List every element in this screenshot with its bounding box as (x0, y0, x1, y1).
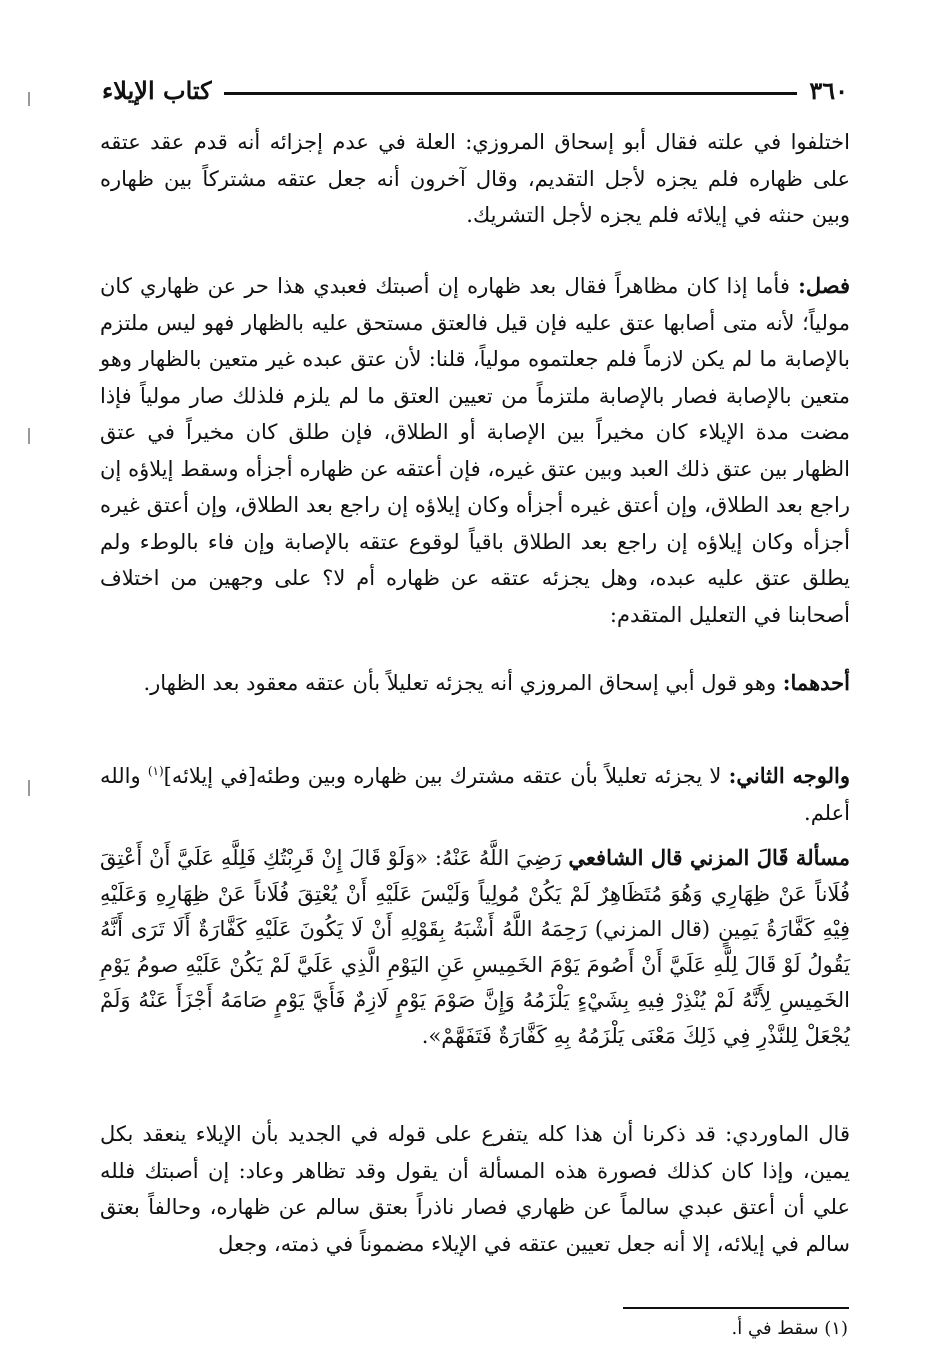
footnote (500, 1314, 848, 1344)
intro-text: اختلفوا في علته فقال أبو إسحاق المروزي: العلة في عدم إجزائه أنه قدم عقد عتقه على ظهاره فلم يجزه لأجل التقديم، وقال آخرون أنه جعل عتقه مشتركاً بين ظهاره وبين حنثه في إيلائه فلم يجزه لأجل التشريك. (100, 130, 850, 227)
paragraph-mawardi (100, 1116, 850, 1262)
first-view-text: وهو قول أبي إسحاق المروزي أنه يجزئه تعليلاً بأن عتقه معقود بعد الظهار. (143, 671, 777, 695)
scan-margin-mark (28, 780, 30, 796)
scan-margin-mark (28, 92, 30, 106)
masala-heading: مسألة قَالَ المزني قال الشافعي (568, 845, 850, 870)
header-rule (224, 92, 798, 95)
paragraph-first-view (100, 665, 850, 702)
second-view-text: لا يجزئه تعليلاً بأن عتقه مشترك بين ظهاره وبين وطئه[في إيلائه] (163, 764, 722, 788)
footnote-text: (١) سقط في أ. (731, 1318, 848, 1339)
paragraph-masala (100, 840, 850, 1054)
page-number: ٣٦٠ (809, 75, 848, 105)
second-view-tail: والله أعلم. (100, 764, 850, 825)
fasl-heading: فصل: (798, 273, 850, 298)
scan-margin-mark (28, 428, 30, 444)
mawardi-text: قال الماوردي: قد ذكرنا أن هذا كله يتفرع على قوله في الجديد بأن الإيلاء ينعقد بكل يمين، وإذا كان كذلك فصورة هذه المسألة أن يقول وقد تظاهر وعاد: إن أصبتك فلله علي أن أعتق عبدي سالماً عن ظهاري فصار ناذراً بعتق سالم عن ظهاره، وحالفاً بعتق سالم في إيلائه، إلا أنه جعل تعيين عتقه في الإيلاء مضموناً في ذمته، وجعل (100, 1122, 850, 1256)
masala-text: رَضِيَ اللَّهُ عَنْهُ: «وَلَوْ قَالَ إِنْ قَرِبْتُكِ فَلِلَّهِ عَلَيَّ أَنْ أَعْتِقَ فُلَاناً عَنْ ظِهَارِي وَهُوَ مُتَظَاهِرٌ لَمْ يَكُنْ مُولِياً وَلَيْسَ عَلَيْهِ أَنْ يُعْتِقَ فُلَاناً عَنْ ظِهَارِهِ وَعَلَيْهِ فِيْهِ كَفَّارَةُ يَمِينٍ (قال المزني) رَحِمَهُ اللَّهُ أَشْبَهُ بِقَوْلِهِ أَنْ لَا يَكُونَ عَلَيْهِ كَفَّارَةٌ أَلَا تَرَى أَنَّهُ يَقُولُ لَوْ قَالَ لِلَّهِ عَلَيَّ أَنْ أَصُومَ يَوْمَ الخَمِيسِ عَنِ اليَوْمِ الَّذِي عَلَيَّ لَمْ يَكُنْ عَلَيْهِ صومُ يَوْمِ الخَمِيسِ لِأَنَّهُ لَمْ يُنْذِرْ فِيهِ بِشَيْءٍ يَلْزَمُهُ وَإِنَّ صَوْمَ يَوْمٍ لَازِمٌ فَأَيَّ يَوْمٍ صَامَهُ أَجْزَأَ عَنْهُ وَلَمْ يُجْعَلْ لِلنَّذْرِ فِي ذَلِكَ مَعْنَى يَلْزَمُهُ بِهِ كَفَّارَةٌ فَتَفَهَّمْ». (100, 846, 850, 1048)
paragraph-intro (100, 124, 850, 234)
page-header (102, 72, 848, 108)
footnote-reference: (١) (147, 764, 164, 778)
paragraph-fasl (100, 268, 850, 633)
second-view-heading: والوجه الثاني: (728, 763, 850, 788)
footnote-separator (623, 1307, 849, 1309)
chapter-title: كتاب الإيلاء (102, 75, 212, 105)
fasl-text: فأما إذا كان مظاهراً فقال بعد ظهاره إن أصبتك فعبدي هذا حر عن ظهاري كان مولياً؛ لأنه متى أصابها عتق عليه فإن قيل فالعتق مستحق عليه بالظهار فهو ليس ملتزم بالإصابة ما لم يكن لازماً فلم جعلتموه مولياً، قلنا: لأن عتق عبده غير متعين بالظهار وهو متعين بالإصابة فصار بالإصابة ملتزماً من تعيين العتق ما لم يلزم فلذلك صار مولياً فإذا مضت مدة الإيلاء كان مخيراً بين الإصابة أو الطلاق، فإن طلق كان مخيراً في عتق الظهار بين عتق ذلك العبد وبين عتق غيره، فإن أعتقه عن ظهاره أجزأه وسقط إيلاؤه إن راجع بعد الطلاق، وإن أعتق غيره أجزأه وكان إيلاؤه إن راجع بعد الطلاق، وإن أعتق غيره أجزأه وكان إيلاؤه إن راجع بعد الطلاق باقياً لوقوع عتقه بالإصابة وإن فاء بالوطء ولم يطلق عتق عليه عبده، وهل يجزئه عتقه عن ظهاره أم لا؟ على وجهين من اختلاف أصحابنا في التعليل المتقدم: (100, 274, 850, 627)
paragraph-second-view (100, 753, 850, 831)
first-view-heading: أحدهما: (782, 670, 850, 695)
